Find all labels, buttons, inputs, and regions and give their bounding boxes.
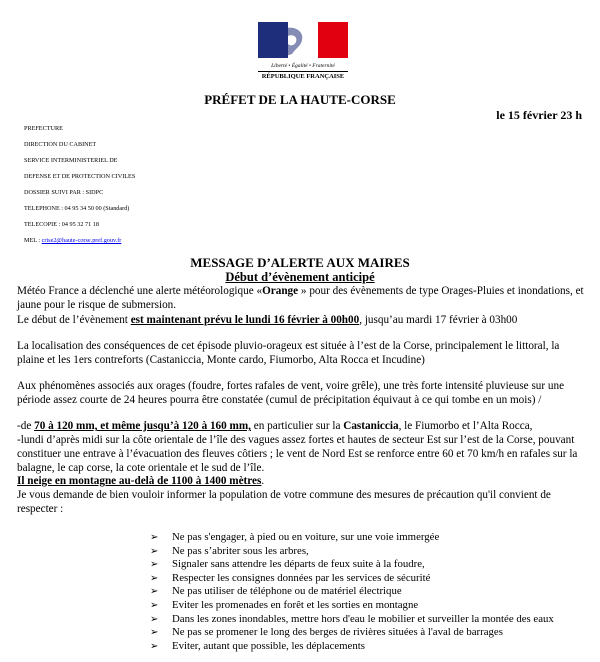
- service-line: DIRECTION DU CABINET: [24, 141, 97, 148]
- paragraph-cumuls: [17, 419, 589, 433]
- mesure-text: Dans les zones inondables, mettre hors d'eau le mobilier et surveiller la montée des eaux: [172, 612, 554, 625]
- logo-republique: RÉPUBLIQUE FRANÇAISE: [258, 71, 348, 81]
- list-item: [150, 599, 554, 613]
- arrow-bullet-icon: ➢: [150, 640, 159, 652]
- text: -de: [17, 420, 35, 432]
- service-line: TELEPHONE : 04 95 34 50 00 (Standard): [24, 205, 130, 212]
- arrow-bullet-icon: ➢: [150, 532, 159, 543]
- marianne-logo: [258, 22, 348, 84]
- mesures-list: [150, 531, 554, 653]
- tricolor-flag-icon: [258, 22, 348, 58]
- document-date: le 15 février 23 h: [496, 108, 582, 122]
- mesure-text: Respecter les consignes données par les services de sécurité: [172, 571, 431, 584]
- list-item: [150, 626, 554, 640]
- paragraph-alerte: [17, 284, 589, 312]
- text: Météo France a déclenché une alerte météorologique «: [17, 285, 263, 297]
- mesure-text: Ne pas s’abriter sous les arbres,: [172, 544, 309, 557]
- paragraph-consignes: Je vous demande de bien vouloir informer la population de votre commune des mesures de précaution qu'il convient de respecter :: [17, 489, 551, 515]
- list-item: [150, 545, 554, 559]
- arrow-bullet-icon: ➢: [150, 559, 159, 571]
- list-item: [150, 585, 554, 599]
- mesure-text: Ne pas utiliser de téléphone ou de matériel électrique: [172, 585, 402, 598]
- text: , le Fiumorbo et l’Alta Rocca,: [398, 420, 533, 432]
- list-item: [150, 572, 554, 586]
- text: Le début de l’évènement: [17, 314, 131, 326]
- arrow-bullet-icon: ➢: [150, 545, 159, 557]
- mesure-text: Ne pas se promener le long des berges de rivières situées à l'aval de barrages: [172, 626, 503, 639]
- rain-amount: 70 à 120 mm, et même jusqu’à 120 à 160 mm,: [34, 420, 251, 432]
- service-line: DEFENSE ET DE PROTECTION CIVILES: [24, 173, 136, 180]
- paragraph-vagues: -lundi d’après midi sur la côte orientale de l’île des vagues assez fortes et hautes de secteur Est sur l’est de la Corse, pouvant constituer une entrave à l’évacuation des fleuves côtiers ; le vent de Nord Est se renforce entre 60 et 70 km/h en rafales sur la balagne, le cap corse, la cote orientale et le sud de l’île.: [17, 434, 578, 474]
- arrow-bullet-icon: ➢: [150, 627, 159, 639]
- text: .: [261, 475, 265, 487]
- service-line: DOSSIER SUIVI PAR : SIDPC: [24, 189, 104, 196]
- paragraph-debut: [17, 313, 589, 327]
- arrow-bullet-icon: ➢: [150, 613, 159, 625]
- arrow-bullet-icon: ➢: [150, 586, 159, 598]
- text: en particulier sur la: [250, 420, 344, 432]
- castaniccia: Castaniccia: [343, 420, 399, 432]
- text: » pour des évènements de type Orages-Pluies et inondations, et jaune pour le risque de submersion.: [17, 285, 584, 311]
- start-time: est maintenant prévu le lundi 16 février à 00h00: [130, 314, 360, 326]
- message-title: MESSAGE D’ALERTE AUX MAIRES: [190, 255, 410, 270]
- mel-link[interactable]: crise2@haute-corse.pref.gouv.fr: [41, 237, 122, 244]
- mesure-text: Signaler sans attendre les départs de feux suite à la foudre,: [172, 558, 425, 571]
- mesure-text: Eviter les promenades en forêt et les sorties en montagne: [172, 598, 419, 611]
- logo-motto: Liberté • Égalité • Fraternité: [271, 63, 335, 69]
- service-line: SERVICE INTERMINISTERIEL DE: [24, 157, 118, 164]
- mesure-text: Ne pas s'engager, à pied ou en voiture, sur une voie immergée: [172, 531, 440, 543]
- list-item: [150, 640, 554, 654]
- service-line: PREFECTURE: [24, 125, 63, 132]
- text: , jusqu’au mardi 17 février à 03h00: [359, 314, 518, 326]
- list-item: [150, 558, 554, 572]
- service-mel: [24, 237, 121, 245]
- paragraph-phenomenes: Aux phénomènes associés aux orages (foudre, fortes rafales de vent, voire grêle), une très forte intensité pluvieuse sur une période assez courte de 24 heures pourra être constatée (cumul de précipitation équivaut à ce qui tombe en un mois) /: [17, 380, 565, 406]
- prefet-heading: PRÉFET DE LA HAUTE-CORSE: [204, 92, 396, 107]
- mel-label: MEL :: [24, 237, 42, 244]
- arrow-bullet-icon: ➢: [150, 572, 159, 584]
- alert-level: Orange: [262, 285, 299, 297]
- mesure-text: Eviter, autant que possible, les déplacements: [172, 639, 365, 652]
- paragraph-localisation: La localisation des conséquences de cet épisode pluvio-orageux est située à l’est de la Corse, principalement le littoral, la plaine et les 1ers contreforts (Castaniccia, Monte cardo, Fiumorbo, Alta Rocca et Incudine): [17, 340, 560, 366]
- arrow-bullet-icon: ➢: [150, 599, 159, 611]
- paragraph-neige: [17, 474, 589, 488]
- snow-warning: Il neige en montagne au-delà de 1100 à 1400 mètres: [17, 475, 262, 487]
- list-item: [150, 613, 554, 627]
- service-line: TELECOPIE : 04 95 32 71 18: [24, 221, 99, 228]
- list-item: [150, 531, 554, 545]
- message-subtitle: Début d’évènement anticipé: [225, 270, 375, 284]
- marianne-profile-icon: [258, 22, 348, 58]
